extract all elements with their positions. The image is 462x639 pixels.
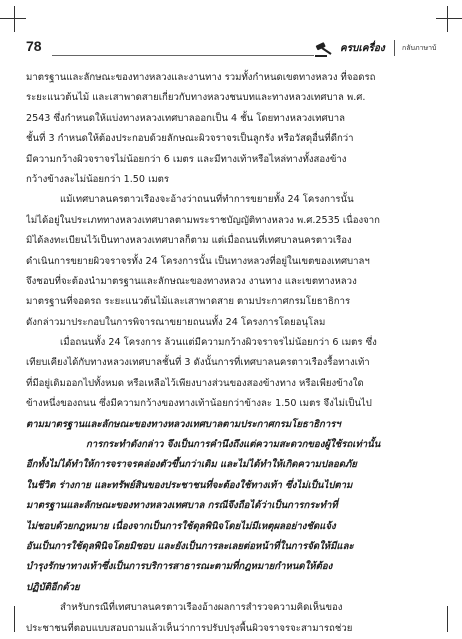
- text-line: ระยะแนวต้นไม้ และเสาพาดสายเกี่ยวกับทางหลวงชนบทและทางหลวงเทศบาล พ.ศ.: [26, 92, 366, 104]
- text-line: ที่มีอยู่เดิมออกไปทั้งหมด หรือเหลือไว้เพียงบางส่วนของสองข้างทาง หรือเพียงข้างใด: [26, 377, 364, 389]
- page-number: 78: [26, 38, 42, 54]
- crop-mark: [14, 606, 15, 632]
- text-line: มีความกว้างผิวจราจรไม่น้อยกว่า 6 เมตร และมีทางเท้าหรือไหล่ทางทั้งสองข้าง: [26, 153, 347, 165]
- header-divider: [394, 40, 395, 56]
- crop-mark: [447, 6, 448, 32]
- text-line: ไม่ได้อยู่ในประเภททางหลวงเทศบาลตามพระราชบัญญัติทางหลวง พ.ศ.2535 เนื่องจาก: [26, 214, 380, 226]
- text-line: อันเป็นการใช้ดุลพินิจโดยมิชอบ และยังเป็นการละเลยต่อหน้าที่ในการจัดให้มีและ: [26, 540, 354, 552]
- text-line: ไม่ชอบด้วยกฎหมาย เนื่องจากเป็นการใช้ดุลพินิจโดยไม่มีเหตุผลอย่างชัดแจ้ง: [26, 520, 336, 532]
- text-line: กว้างข้างละไม่น้อยกว่า 1.50 เมตร: [26, 173, 170, 185]
- text-line: อีกทั้งไม่ได้ทำให้การจราจรคล่องตัวขึ้นกว่าเดิม และไม่ได้ทำให้เกิดความปลอดภัย: [26, 459, 357, 471]
- page-header: [26, 38, 441, 60]
- brand-subtitle: กลับภาษาบ้: [402, 44, 437, 52]
- text-line: ข้างหนึ่งของถนน ซึ่งมีความกว้างของทางเท้าน้อยกว่าข้างละ 1.50 เมตร จึงไม่เป็นไป: [26, 398, 372, 410]
- text-line: เทียบเคียงได้กับทางหลวงเทศบาลชั้นที่ 3 ดังนั้นการที่เทศบาลนครตาวเรืองรื้อทางเท้า: [26, 357, 370, 369]
- text-line: แม้เทศบาลนครตาวเรืองจะอ้างว่าถนนที่ทำการขยายทั้ง 24 โครงการนั้น: [60, 194, 354, 206]
- text-line: มาตรฐานและลักษณะของทางหลวงเทศบาล กรณีจึงถือได้ว่าเป็นการกระทำที่: [26, 500, 338, 512]
- text-line: ประชาชนที่ตอบแบบสอบถามแล้วเห็นว่าการปรับปรุงพื้นผิวจราจรจะสามารถช่วย: [26, 622, 353, 634]
- text-line: มาตรฐานและลักษณะของทางหลวงและงานทาง รวมทั้งกำหนดเขตทางหลวง ที่จอดรถ: [26, 72, 376, 83]
- text-line: 2543 ซึ่งกำหนดให้แบ่งทางหลวงเทศบาลออกเป็น 4 ชั้น โดยทางหลวงเทศบาล: [26, 112, 345, 124]
- gavel-icon: [313, 42, 337, 58]
- text-line: มิได้ลงทะเบียนไว้เป็นทางหลวงเทศบาลก็ตาม แต่เมื่อถนนที่เทศบาลนครตาวเรือง: [26, 235, 352, 247]
- header-rule: [52, 55, 314, 56]
- text-line: เมื่อถนนทั้ง 24 โครงการ ล้วนแต่มีความกว้างผิวจราจรไม่น้อยกว่า 6 เมตร ซึ่ง: [60, 337, 377, 349]
- text-line: บำรุงรักษาทางเท้าซึ่งเป็นการบริการสาธารณะตามที่กฎหมายกำหนดให้ต้อง: [26, 561, 333, 573]
- text-line: ปฏิบัติอีกด้วย: [26, 581, 80, 593]
- text-line: สำหรับกรณีที่เทศบาลนครตาวเรืองอ้างผลการสำรวจความคิดเห็นของ: [60, 602, 343, 614]
- brand-title: ครบเครื่อง: [340, 43, 385, 54]
- crop-mark: [436, 18, 462, 19]
- text-line: ชั้นที่ 3 กำหนดให้ต้องประกอบด้วยลักษณะผิวจราจรเป็นลูกรัง หรือวัสดุอื่นที่ดีกว่า: [26, 133, 354, 145]
- text-line: ตามมาตรฐานและลักษณะของทางหลวงเทศบาลตามประกาศกรมโยธาธิการฯ: [26, 418, 341, 430]
- text-line: ดังกล่าวมาประกอบในการพิจารณาขยายถนนทั้ง 24 โครงการโดยอนุโลม: [26, 316, 326, 328]
- crop-mark: [14, 6, 15, 32]
- crop-mark: [0, 18, 26, 19]
- text-line: ในชีวิต ร่างกาย และทรัพย์สินของประชาชนที่จะต้องใช้ทางเท้า ซึ่งไม่เป็นไปตาม: [26, 479, 353, 491]
- text-line: ดำเนินการขยายผิวจราจรทั้ง 24 โครงการนั้น เป็นทางหลวงที่อยู่ในเขตของเทศบาลฯ: [26, 255, 370, 267]
- text-line: การกระทำดังกล่าว จึงเป็นการคำนึงถึงแต่ความสะดวกของผู้ใช้รถเท่านั้น: [86, 439, 381, 451]
- text-line: มาตรฐานที่จอดรถ ระยะแนวต้นไม้และเสาพาดสาย ตามประกาศกรมโยธาธิการ: [26, 296, 351, 308]
- text-line: จึงชอบที่จะต้องนำมาตรฐานและลักษณะของทางหลวง งานทาง และเขตทางหลวง: [26, 275, 357, 287]
- crop-mark: [447, 606, 448, 632]
- body-text: [26, 68, 438, 639]
